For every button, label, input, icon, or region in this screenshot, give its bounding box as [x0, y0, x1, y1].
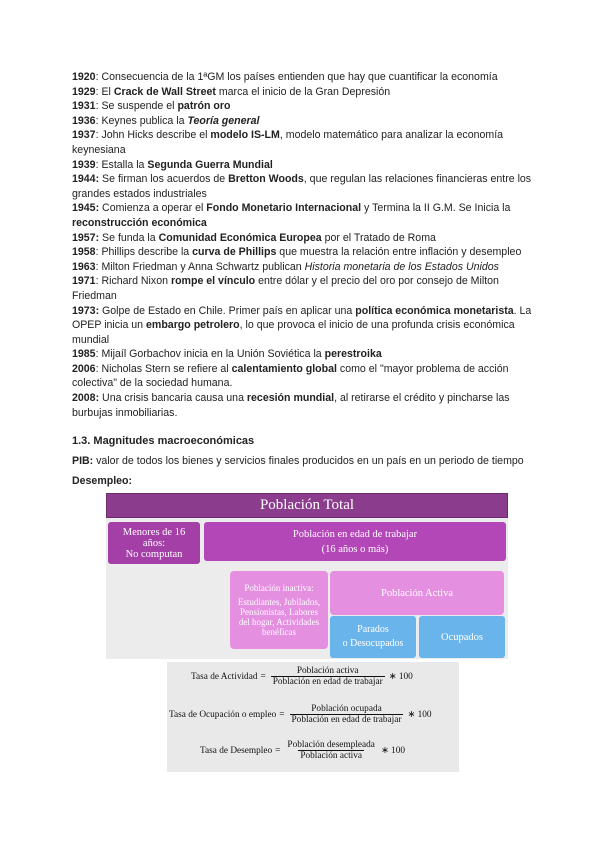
timeline-text: calentamiento global [231, 362, 337, 375]
timeline-text: rompe el vínculo [170, 275, 256, 288]
timeline-text: Fondo Monetario Internacional [206, 202, 362, 215]
inactiva-line: del hogar, Actividades [238, 617, 320, 627]
timeline-text: Comunidad Económica Europea [158, 231, 322, 244]
timeline-text: Historia monetaria de los Estados Unidos [304, 260, 499, 273]
timeline-item [72, 70, 542, 85]
timeline-year: 2008: [72, 392, 100, 405]
timeline-item [72, 274, 542, 303]
timeline-year: 1985 [72, 348, 96, 361]
formula-denominator: Población en edad de trabajar [291, 715, 402, 725]
timeline-year: 1929 [72, 85, 96, 98]
timeline-item [72, 347, 542, 362]
timeline-item [72, 158, 542, 173]
timeline-year: 2006 [72, 362, 96, 375]
timeline-year: 1958 [72, 246, 96, 259]
timeline-text: . La OPEP inicia un [72, 304, 532, 332]
timeline-text: : Richard Nixon [95, 275, 171, 288]
timeline-item [72, 362, 542, 391]
parados-line: o Desocupados [342, 638, 404, 649]
timeline-text: Bretton Woods [228, 173, 304, 186]
inactiva-line: benéficas [262, 627, 296, 637]
timeline-text: patrón oro [177, 100, 231, 113]
box-poblacion-total: Población Total [106, 493, 508, 518]
edad-line: (16 años o más) [321, 543, 389, 555]
timeline-item [72, 114, 542, 129]
timeline-year: 1937 [72, 129, 96, 142]
timeline-text: Comienza a operar el [99, 202, 207, 215]
desempleo-label: Desempleo: [72, 475, 133, 488]
timeline-text: marca el inicio de la Gran Depresión [215, 85, 391, 98]
timeline-text: Una crisis bancaria causa una [99, 392, 247, 405]
pib-definition [72, 454, 542, 468]
box-poblacion-inactiva [230, 571, 328, 649]
timeline-text: como el "mayor problema de acción colectiva" de la sociedad humana. [72, 362, 509, 390]
box-menores [108, 522, 200, 564]
timeline-item [72, 304, 542, 348]
timeline [72, 70, 542, 420]
box-poblacion-activa: Población Activa [330, 571, 504, 615]
timeline-text: : Mijaíl Gorbachov inicia en la Unión Soviética la [95, 348, 325, 361]
box-edad-trabajar [204, 522, 506, 561]
formula-desempleo: Tasa de Desempleo = $\frac{\text{Población desempleada}}{\text{Población activa}}$ ∗ 100 [200, 740, 405, 761]
formula-denominator: Población activa [300, 751, 363, 761]
timeline-text: política económica monetarista [355, 304, 514, 317]
timeline-text: , modelo matemático para analizar la economía keynesiana [72, 129, 504, 156]
timeline-item [72, 99, 542, 114]
timeline-item [72, 128, 542, 157]
timeline-year: 1931 [72, 100, 96, 113]
inactiva-line: Pensionistas, Labores [240, 607, 318, 617]
formula-numerator: Población activa [296, 666, 359, 676]
formula-numerator: Población desempleada [287, 740, 375, 750]
timeline-year: 1936 [72, 114, 96, 127]
timeline-text: perestroika [324, 348, 382, 361]
timeline-text: : Consecuencia de la 1ªGM los países entienden que hay que cuantificar la economía [95, 71, 498, 83]
timeline-text: entre dólar y el precio del oro por consejo de Milton Friedman [72, 275, 499, 302]
formula-multiplier: ∗ 100 [380, 746, 405, 756]
timeline-item [72, 391, 542, 420]
timeline-text: : Se suspende el [95, 100, 178, 113]
timeline-year: 1920 [72, 71, 96, 83]
timeline-item [72, 85, 542, 100]
timeline-year: 1971 [72, 275, 96, 288]
timeline-item [72, 260, 542, 275]
timeline-item [72, 231, 542, 246]
timeline-text: curva de Phillips [192, 246, 277, 259]
section-heading: 1.3. Magnitudes macroeconómicas [72, 435, 255, 448]
timeline-text: : El [95, 85, 114, 98]
timeline-text: por el Tratado de Roma [321, 231, 436, 244]
formula-label: Tasa de Ocupación o empleo [169, 709, 277, 720]
timeline-text: : Milton Friedman y Anna Schwartz publican [95, 260, 305, 273]
timeline-item [72, 245, 542, 260]
pib-text: valor de todos los bienes y servicios finales producidos en un país en un periodo de tiempo [93, 455, 524, 468]
menores-line: años: [142, 537, 166, 549]
timeline-year: 1939 [72, 158, 96, 171]
timeline-text: , lo que provoca el inicio de una profunda crisis económica mundial [72, 319, 515, 346]
inactiva-title: Población inactiva: [244, 583, 314, 593]
formula-label: Tasa de Desempleo [200, 745, 273, 756]
timeline-text: , al retirarse el crédito y pincharse las burbujas inmobiliarias. [72, 392, 510, 419]
timeline-text: recesión mundial [246, 392, 335, 405]
timeline-text: modelo IS-LM [210, 129, 280, 142]
formula-multiplier: ∗ 100 [388, 672, 413, 682]
pib-label: PIB: [72, 455, 94, 468]
timeline-year: 1963 [72, 260, 96, 273]
menores-line: Menores de 16 [122, 526, 186, 538]
timeline-text: : Phillips describe la [95, 246, 193, 259]
formula-denominator: Población en edad de trabajar [272, 677, 383, 687]
timeline-text: que muestra la relación entre inflación y desempleo [276, 246, 522, 259]
timeline-text: reconstrucción económica [72, 216, 207, 229]
inactiva-line: Estudiantes, Jubilados, [237, 597, 321, 607]
timeline-text: Golpe de Estado en Chile. Primer país en aplicar una [99, 304, 356, 317]
timeline-text: , que regulan las relaciones financieras entre los grandes estados industriales [72, 173, 532, 200]
timeline-year: 1957: [72, 231, 100, 244]
edad-line: Población en edad de trabajar [292, 528, 418, 540]
timeline-text: y Termina la II G.M. Se Inicia la [361, 202, 511, 215]
timeline-text: : John Hicks describe el [95, 129, 211, 142]
timeline-text: Crack de Wall Street [113, 85, 216, 98]
timeline-item [72, 201, 542, 230]
parados-line: Parados [357, 624, 389, 635]
box-parados [330, 616, 416, 658]
population-diagram [106, 493, 508, 659]
document-body [72, 70, 542, 488]
timeline-text: : Keynes publica la [95, 114, 188, 127]
timeline-year: 1944: [72, 173, 100, 186]
timeline-text: : Nicholas Stern se refiere al [95, 362, 232, 375]
formulas-panel [167, 662, 459, 772]
timeline-year: 1945: [72, 202, 100, 215]
timeline-text: embargo petrolero [146, 319, 240, 332]
box-ocupados: Ocupados [419, 616, 505, 658]
timeline-text: Segunda Guerra Mundial [147, 158, 273, 171]
formula-actividad: Tasa de Actividad = $\frac{\text{Población activa}}{\text{Población en edad de trabajar}}$ ∗ 100 [191, 666, 413, 687]
menores-line: No computan [125, 548, 183, 560]
formula-label: Tasa de Actividad [191, 671, 258, 682]
formula-numerator: Población ocupada [311, 704, 382, 714]
timeline-text: Teoría general [187, 114, 260, 127]
timeline-text: Se firman los acuerdos de [99, 173, 229, 186]
timeline-text: : Estalla la [95, 158, 148, 171]
formula-ocupacion: Tasa de Ocupación o empleo = $\frac{\text{Población ocupada}}{\text{Población en edad de trabajar}}$ ∗ 100 [169, 704, 432, 725]
timeline-item [72, 172, 542, 201]
timeline-text: Se funda la [99, 231, 159, 244]
formula-multiplier: ∗ 100 [407, 710, 432, 720]
timeline-year: 1973: [72, 304, 100, 317]
